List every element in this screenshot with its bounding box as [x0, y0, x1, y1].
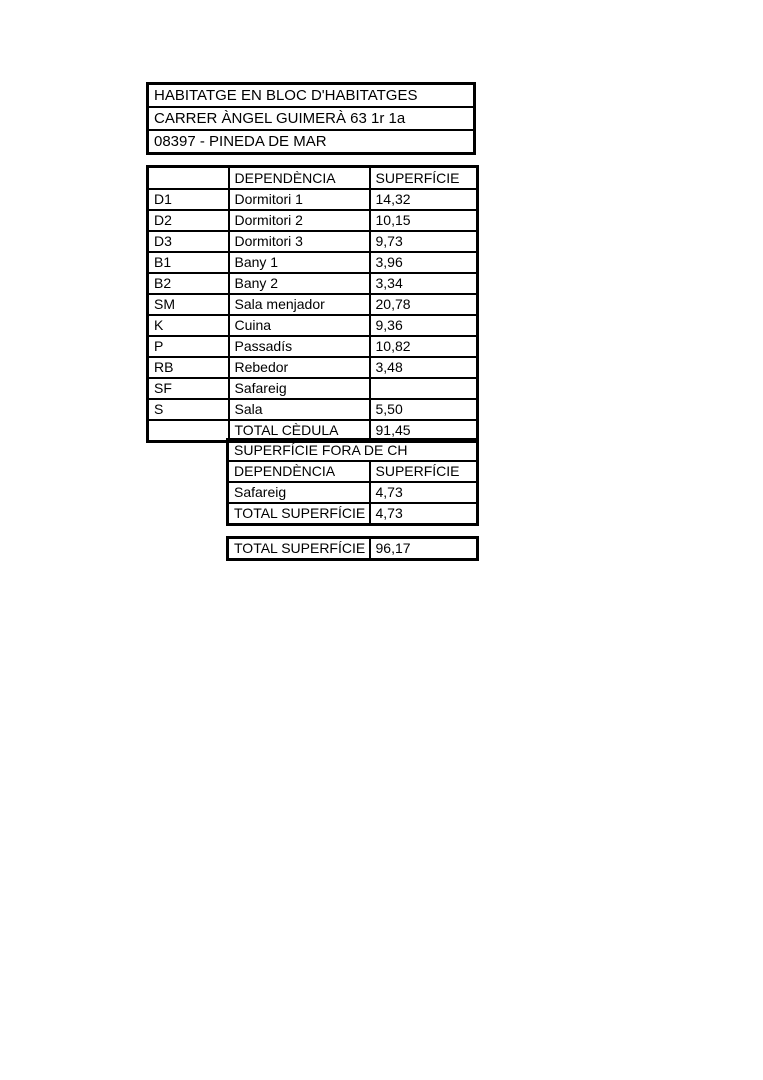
property-title-row	[148, 84, 475, 108]
room-row	[148, 252, 478, 273]
room-row	[148, 189, 478, 210]
room-code: S	[148, 399, 229, 420]
rooms-total-label: TOTAL CÈDULA	[229, 420, 370, 442]
room-name: Dormitori 1	[229, 189, 370, 210]
room-row	[148, 357, 478, 378]
room-name: Dormitori 3	[229, 231, 370, 252]
room-area: 9,36	[370, 315, 478, 336]
outside-header-dependencia: DEPENDÈNCIA	[228, 461, 370, 482]
outside-room-name: Safareig	[228, 482, 370, 503]
rooms-total-empty-cell	[148, 420, 229, 442]
room-code: D1	[148, 189, 229, 210]
grand-total-label: TOTAL SUPERFÍCIE	[228, 538, 370, 560]
property-title: HABITATGE EN BLOC D'HABITATGES	[148, 84, 475, 108]
room-name: Bany 2	[229, 273, 370, 294]
room-area: 10,15	[370, 210, 478, 231]
room-row	[148, 210, 478, 231]
room-name: Safareig	[229, 378, 370, 399]
room-area: 3,48	[370, 357, 478, 378]
outside-total-label: TOTAL SUPERFÍCIE	[228, 503, 370, 525]
room-area: 10,82	[370, 336, 478, 357]
outside-total-value: 4,73	[370, 503, 478, 525]
outside-room-area: 4,73	[370, 482, 478, 503]
rooms-header-superficie: SUPERFÍCIE	[370, 167, 478, 190]
room-code: SM	[148, 294, 229, 315]
room-name: Sala	[229, 399, 370, 420]
outside-header-row	[228, 461, 478, 482]
outside-ch-table	[226, 438, 479, 526]
outside-title: SUPERFÍCIE FORA DE CH	[228, 440, 478, 462]
room-row	[148, 294, 478, 315]
property-header-table	[146, 82, 476, 155]
rooms-header-dependencia: DEPENDÈNCIA	[229, 167, 370, 190]
grand-total-table	[226, 536, 479, 561]
property-address: CARRER ÀNGEL GUIMERÀ 63 1r 1a	[148, 107, 475, 130]
room-name: Rebedor	[229, 357, 370, 378]
room-row	[148, 231, 478, 252]
grand-total-value: 96,17	[370, 538, 478, 560]
room-row	[148, 378, 478, 399]
room-area	[370, 378, 478, 399]
rooms-header-row	[148, 167, 478, 190]
room-code: P	[148, 336, 229, 357]
room-row	[148, 336, 478, 357]
room-area: 5,50	[370, 399, 478, 420]
room-name: Sala menjador	[229, 294, 370, 315]
outside-header-superficie: SUPERFÍCIE	[370, 461, 478, 482]
room-row	[148, 273, 478, 294]
room-name: Passadís	[229, 336, 370, 357]
property-city: 08397 - PINEDA DE MAR	[148, 130, 475, 154]
room-area: 14,32	[370, 189, 478, 210]
room-row	[148, 399, 478, 420]
rooms-header-code	[148, 167, 229, 190]
room-row	[148, 315, 478, 336]
room-code: SF	[148, 378, 229, 399]
room-name: Cuina	[229, 315, 370, 336]
outside-total-row	[228, 503, 478, 525]
grand-total-row	[228, 538, 478, 560]
room-code: K	[148, 315, 229, 336]
outside-title-row	[228, 440, 478, 462]
rooms-total-value: 91,45	[370, 420, 478, 442]
room-area: 9,73	[370, 231, 478, 252]
outside-room-row	[228, 482, 478, 503]
room-code: B2	[148, 273, 229, 294]
room-name: Dormitori 2	[229, 210, 370, 231]
room-code: B1	[148, 252, 229, 273]
room-area: 3,96	[370, 252, 478, 273]
room-name: Bany 1	[229, 252, 370, 273]
property-city-row	[148, 130, 475, 154]
room-area: 20,78	[370, 294, 478, 315]
rooms-table	[146, 165, 479, 443]
room-area: 3,34	[370, 273, 478, 294]
property-address-row	[148, 107, 475, 130]
room-code: D3	[148, 231, 229, 252]
room-code: RB	[148, 357, 229, 378]
room-code: D2	[148, 210, 229, 231]
